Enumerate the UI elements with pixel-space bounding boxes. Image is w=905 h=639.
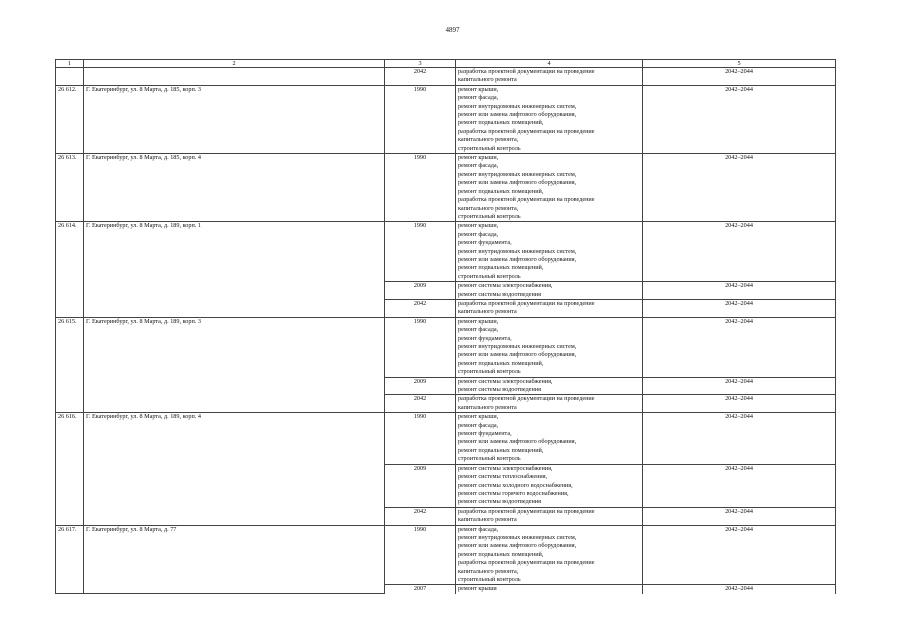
work-item: ремонт системы холодного водоснабжения, — [458, 481, 573, 489]
period-cell: 2042–2044 — [643, 395, 836, 413]
work-item: строительный контроль — [458, 272, 521, 280]
year-cell: 1990 — [385, 317, 456, 377]
address-cell: Г. Екатеринбург, ул. 8 Марта, д. 185, корп. 4 — [84, 154, 385, 222]
period-cell: 2042–2044 — [643, 507, 836, 525]
work-item: ремонт подвальных помещений, — [458, 119, 544, 127]
work-item: ремонт крыши, — [458, 317, 499, 325]
work-item: ремонт подвальных помещений, — [458, 264, 544, 272]
work-item: ремонт подвальных помещений, — [458, 359, 544, 367]
work-item: ремонт фундамента, — [458, 430, 512, 438]
work-item: строительный контроль — [458, 368, 521, 376]
work-item: ремонт системы горячего водоснабжения, — [458, 489, 569, 497]
work-item: ремонт системы водоотведения — [458, 498, 541, 506]
row-number-cell: 26 615. — [56, 317, 84, 412]
period-cell: 2042–2044 — [643, 299, 836, 317]
row-number-cell: 26 613. — [56, 154, 84, 222]
work-item: разработка проектной документации на проведение — [458, 559, 595, 567]
period-cell: 2042–2044 — [643, 68, 836, 86]
work-item: ремонт фасада, — [458, 421, 499, 429]
work-item: ремонт фасада, — [458, 230, 499, 238]
work-item: разработка проектной документации на проведение — [458, 127, 595, 135]
address-cell — [84, 68, 385, 86]
year-cell: 2042 — [385, 299, 456, 317]
work-item: строительный контроль — [458, 144, 521, 152]
year-cell: 1990 — [385, 413, 456, 464]
address-cell: Г. Екатеринбург, ул. 8 Марта, д. 77 — [84, 525, 385, 594]
period-cell: 2042–2044 — [643, 585, 836, 594]
work-item: ремонт внутридомовых инженерных систем, — [458, 247, 577, 255]
works-cell — [456, 507, 643, 525]
works-cell — [456, 282, 643, 300]
period-cell: 2042–2044 — [643, 464, 836, 507]
table-row — [56, 413, 836, 464]
period-cell: 2042–2044 — [643, 222, 836, 282]
work-item: ремонт системы электроснабжения, — [458, 377, 553, 385]
work-item: ремонт фасада, — [458, 326, 499, 334]
work-item: капитального ремонта — [458, 516, 517, 524]
work-item: строительный контроль — [458, 575, 521, 583]
work-item: ремонт или замена лифтового оборудования, — [458, 179, 577, 187]
work-item: ремонт системы электроснабжения, — [458, 464, 553, 472]
work-item: ремонт фасада, — [458, 94, 499, 102]
work-item: строительный контроль — [458, 212, 521, 220]
address-cell: Г. Екатеринбург, ул. 8 Марта, д. 185, корп. 3 — [84, 85, 385, 153]
address-cell: Г. Екатеринбург, ул. 8 Марта, д. 189, корп. 4 — [84, 413, 385, 525]
works-cell — [456, 222, 643, 282]
period-cell: 2042–2044 — [643, 85, 836, 153]
work-item: ремонт фасада, — [458, 162, 499, 170]
year-cell: 1990 — [385, 85, 456, 153]
work-item: ремонт системы водоотведения — [458, 290, 541, 298]
works-cell — [456, 395, 643, 413]
work-item: ремонт крыши, — [458, 154, 499, 162]
column-number-2: 2 — [84, 60, 385, 68]
year-cell: 1990 — [385, 222, 456, 282]
period-cell: 2042–2044 — [643, 525, 836, 585]
works-cell — [456, 317, 643, 377]
table-row — [56, 222, 836, 282]
table-row — [56, 317, 836, 377]
works-cell — [456, 154, 643, 222]
work-item: ремонт фундамента, — [458, 239, 512, 247]
work-item: ремонт системы теплоснабжения, — [458, 473, 548, 481]
work-item: ремонт фасада, — [458, 525, 499, 533]
work-item: ремонт подвальных помещений, — [458, 550, 544, 558]
work-item: ремонт подвальных помещений, — [458, 446, 544, 454]
works-cell — [456, 525, 643, 585]
row-number-cell — [56, 68, 84, 86]
year-cell: 2042 — [385, 68, 456, 86]
table-row — [56, 85, 836, 153]
work-item: строительный контроль — [458, 455, 521, 463]
period-cell: 2042–2044 — [643, 413, 836, 464]
work-item: капитального ремонта — [458, 76, 517, 84]
work-item: разработка проектной документации на проведение — [458, 299, 595, 307]
period-cell: 2042–2044 — [643, 154, 836, 222]
column-number-header-row — [56, 60, 836, 68]
year-cell: 2009 — [385, 464, 456, 507]
work-item: ремонт подвальных помещений, — [458, 187, 544, 195]
column-number-3: 3 — [385, 60, 456, 68]
address-cell: Г. Екатеринбург, ул. 8 Марта, д. 189, корп. 1 — [84, 222, 385, 317]
works-cell — [456, 85, 643, 153]
table-row — [56, 525, 836, 585]
works-cell — [456, 377, 643, 395]
row-number-cell: 26 617. — [56, 525, 84, 594]
works-cell — [456, 413, 643, 464]
work-item: ремонт внутридомовых инженерных систем, — [458, 170, 577, 178]
row-number-cell: 26 612. — [56, 85, 84, 153]
period-cell: 2042–2044 — [643, 317, 836, 377]
work-item: капитального ремонта — [458, 403, 517, 411]
work-item: ремонт крыши, — [458, 222, 499, 230]
work-item: разработка проектной документации на проведение — [458, 68, 595, 75]
table-row — [56, 68, 836, 86]
work-item: капитального ремонта — [458, 308, 517, 316]
capital-repair-table — [55, 59, 836, 594]
year-cell: 2009 — [385, 282, 456, 300]
work-item: разработка проектной документации на проведение — [458, 196, 595, 204]
column-number-4: 4 — [456, 60, 643, 68]
page-number: 4897 — [445, 26, 460, 34]
address-cell: Г. Екатеринбург, ул. 8 Марта, д. 189, корп. 3 — [84, 317, 385, 412]
year-cell: 1990 — [385, 154, 456, 222]
works-cell — [456, 68, 643, 86]
work-item: ремонт внутридомовых инженерных систем, — [458, 102, 577, 110]
work-item: ремонт или замена лифтового оборудования, — [458, 438, 577, 446]
work-item: ремонт крыши, — [458, 413, 499, 421]
work-item: ремонт или замена лифтового оборудования, — [458, 351, 577, 359]
period-cell: 2042–2044 — [643, 377, 836, 395]
table-body — [56, 60, 836, 594]
works-cell — [456, 464, 643, 507]
work-item: ремонт или замена лифтового оборудования, — [458, 255, 577, 263]
works-cell — [456, 585, 643, 594]
work-item: разработка проектной документации на проведение — [458, 507, 595, 515]
work-item: ремонт внутридомовых инженерных систем, — [458, 533, 577, 541]
year-cell: 2007 — [385, 585, 456, 594]
work-item: ремонт или замена лифтового оборудования, — [458, 542, 577, 550]
work-item: ремонт системы водоотведения — [458, 386, 541, 394]
column-number-5: 5 — [643, 60, 836, 68]
year-cell: 2009 — [385, 377, 456, 395]
row-number-cell: 26 616. — [56, 413, 84, 525]
year-cell: 1990 — [385, 525, 456, 585]
work-item: ремонт внутридомовых инженерных систем, — [458, 343, 577, 350]
year-cell: 2042 — [385, 395, 456, 413]
work-item: ремонт крыши, — [458, 85, 499, 93]
work-item: разработка проектной документации на проведение — [458, 395, 595, 403]
work-item: капитального ремонта, — [458, 567, 519, 575]
period-cell: 2042–2044 — [643, 282, 836, 300]
column-number-1: 1 — [56, 60, 84, 68]
table-row — [56, 154, 836, 222]
work-item: капитального ремонта, — [458, 136, 519, 144]
work-item: ремонт системы электроснабжения, — [458, 282, 553, 290]
works-cell — [456, 299, 643, 317]
work-item: капитального ремонта, — [458, 204, 519, 212]
work-item: ремонт крыши — [458, 585, 497, 593]
row-number-cell: 26 614. — [56, 222, 84, 317]
work-item: ремонт или замена лифтового оборудования, — [458, 111, 577, 119]
year-cell: 2042 — [385, 507, 456, 525]
work-item: ремонт фундамента, — [458, 334, 512, 342]
